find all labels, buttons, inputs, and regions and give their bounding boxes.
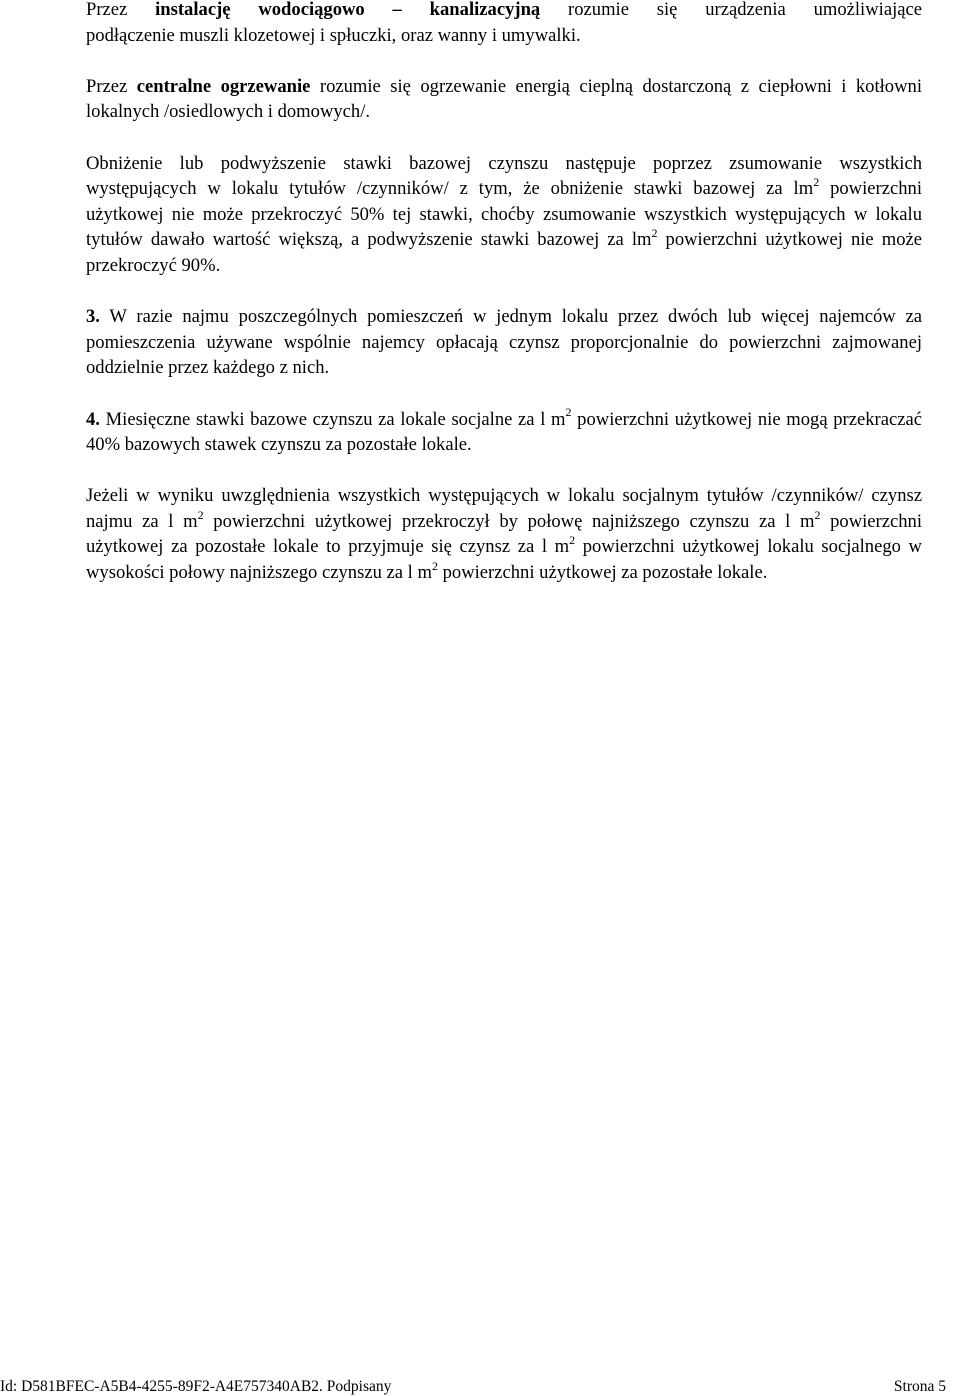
paragraph-plumbing-definition <box>86 0 922 48</box>
text-span: powierzchni użytkowej nie mogą przekraczać 40% bazowych stawek czynszu za pozostałe lokale. <box>86 408 922 456</box>
text-span: powierzchni użytkowej przekroczył by połowę najniższego czynszu za l m <box>203 510 815 532</box>
point-number: 4. <box>86 408 100 430</box>
superscript: 2 <box>565 405 572 420</box>
text-span: rozumie się urządzenia umożliwiające <box>540 0 922 20</box>
term-plumbing-installation: instalację wodociągowo – kanalizacyjną <box>155 0 541 20</box>
text-span: Miesięczne stawki bazowe czynszu za lokale socjalne za l m <box>99 408 566 430</box>
paragraph-point-3 <box>86 304 922 381</box>
point-number: 3. <box>86 306 100 328</box>
document-body <box>86 0 922 611</box>
text-span: Obniżenie lub podwyższenie stawki bazowej czynszu następuje poprzez zsumowanie wszystkich występujących w lokalu tytułów /czynników/ z tym, że obniżenie stawki bazowej za lm <box>86 152 922 200</box>
superscript: 2 <box>814 507 821 522</box>
text-span: powierzchni użytkowej za pozostałe lokale to przyjmuje się czynsz za l m <box>86 510 923 558</box>
superscript: 2 <box>197 507 204 522</box>
page-footer <box>0 1377 960 1396</box>
text-span: W razie najmu poszczególnych pomieszczeń w jednym lokalu przez dwóch lub więcej najemców za pomieszczenia używane wspólnie najemcy opłacają czynsz proporcjonalnie do powierzchni zajmowanej oddzielnie przez każdego z nich. <box>86 306 922 379</box>
text-span: Przez <box>86 75 137 97</box>
paragraph-point-4 <box>86 407 922 458</box>
text-span: powierzchni użytkowej nie może przekroczyć 50% tej stawki, choćby zsumowanie wszystkich występujących w lokalu tytułów dawało wartość większą, a podwyższenie stawki bazowej za lm <box>86 178 922 251</box>
paragraph-rate-adjustment <box>86 151 922 279</box>
text-span: Przez <box>86 0 156 20</box>
text-span: rozumie się ogrzewanie energią cieplną dostarczoną z ciepłowni i kotłowni lokalnych /osiedlowych i domowych/. <box>86 75 922 123</box>
superscript: 2 <box>813 174 820 189</box>
paragraph-plumbing-line-1 <box>86 0 922 23</box>
paragraph-social-housing-rent <box>86 483 922 585</box>
text-span: powierzchni użytkowej nie może przekroczyć 90%. <box>86 229 922 276</box>
paragraph-central-heating-definition <box>86 74 922 125</box>
document-id: Id: D581BFEC-A5B4-4255-89F2-A4E757340AB2. Podpisany <box>0 1378 392 1395</box>
superscript: 2 <box>651 226 658 241</box>
page-number: Strona 5 <box>893 1378 946 1395</box>
text-span: powierzchni użytkowej za pozostałe lokale. <box>437 562 768 584</box>
text-span: Jeżeli w wyniku uwzględnienia wszystkich występujących w lokalu socjalnym tytułów /czynników/ czynsz najmu za l m <box>86 485 922 532</box>
superscript: 2 <box>569 533 576 548</box>
superscript: 2 <box>431 558 438 573</box>
text-span: powierzchni użytkowej lokalu socjalnego w wysokości połowy najniższego czynszu za l m <box>86 536 922 584</box>
term-central-heating: centralne ogrzewanie <box>136 75 311 97</box>
paragraph-plumbing-line-2: podłączenie muszli klozetowej i spłuczki, oraz wanny i umywalki. <box>86 24 581 46</box>
